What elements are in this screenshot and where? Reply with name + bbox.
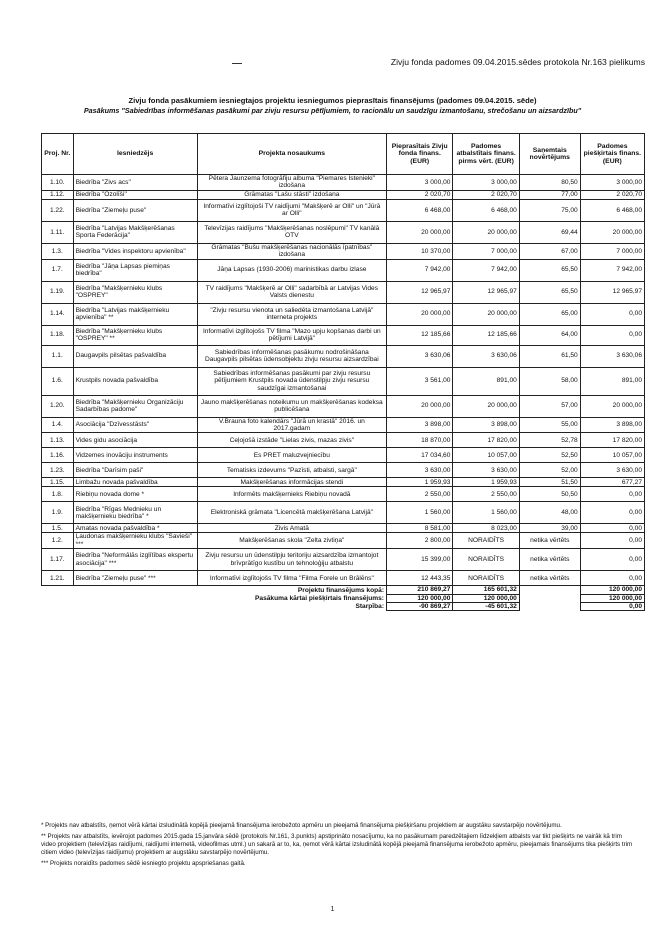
protocol-annex-note: Zivju fonda padomes 09.04.2015.sēdes protokola Nr.163 pielikums	[390, 57, 645, 67]
row-granted: 7 000,00	[580, 243, 644, 259]
row-requested: 2 550,00	[387, 487, 453, 502]
table-row	[42, 448, 645, 463]
row-applicant: Ļaudonas makšķernieku klubs "Savieši" ***	[73, 533, 197, 549]
row-granted: 2 020,70	[580, 190, 644, 199]
row-applicant: Vides gidu asociācija	[73, 433, 197, 448]
row-pre: NORAIDĪTS	[453, 533, 519, 549]
sum-granted: 120 000,00	[580, 586, 644, 594]
row-score: 57,00	[519, 395, 580, 417]
footnote-2: ** Projekts nav atbalstīts, ievērojot padomes 2015.gada 15.janvāra sēdē (protokols Nr.161, 3.punkts) apstiprināto nosacījumu, ka no pasākumam paredzētajiem līdzekļiem atbalsts var tikt piešķirts ne vairāk kā trim video projektiem (televīzijas raidījumi, raidījumi internetā, videofilmas utml.) un sakarā ar to, ka, ņemot vērā kārtai izsludinātā kopējā pieejamā finansējuma ierobežoto apmēru, pieejamais finansējums tika piešķirts trim citiem video (televīzijas raidījumu) projektiem ar augstāku savstarpējo novērtējumu.	[41, 833, 633, 856]
row-applicant: Biedrība "Latvijas makšķernieku apvienība" **	[73, 303, 197, 325]
row-granted: 20 000,00	[580, 221, 644, 243]
row-project: Informatīvi izglītojošs TV filma "Filma Forele un Brālēns"	[197, 571, 386, 586]
row-requested: 20 000,00	[387, 303, 453, 325]
footnotes	[41, 822, 636, 871]
row-requested: 2 020,70	[387, 190, 453, 199]
row-nr: 1.15.	[42, 478, 74, 487]
row-requested: 7 942,00	[387, 259, 453, 281]
row-applicant: Vidzemes inovāciju instruments	[73, 448, 197, 463]
col-header-requested: Pieprasītais Zivju fonda finans. (EUR)	[387, 134, 453, 175]
row-applicant: Biedrība "Darīsim paši"	[73, 463, 197, 478]
row-applicant: Biedrība "Zivs acs"	[73, 175, 197, 191]
row-project: Grāmatas "Lašu stāsti" izdošana	[197, 190, 386, 199]
row-project: Zivju resursu un ūdenstilpju teritoriju aizsardzība izmantojot brīvprātīgo kustību un tehnoloģiju atbalstu	[197, 549, 386, 571]
row-requested: 2 800,00	[387, 533, 453, 549]
row-nr: 1.23.	[42, 463, 74, 478]
row-project: Jāņa Lapsas (1930-2006) marinistikas darbu izlase	[197, 259, 386, 281]
row-score: 80,50	[519, 175, 580, 191]
row-nr: 1.2.	[42, 533, 74, 549]
table-row	[42, 303, 645, 325]
row-granted: 6 468,00	[580, 199, 644, 221]
avail-requested: 120 000,00	[387, 594, 453, 602]
row-nr: 1.11.	[42, 221, 74, 243]
col-header-project: Projekta nosaukums	[197, 134, 386, 175]
avail-pre: 120 000,00	[453, 594, 519, 602]
row-nr: 1.18.	[42, 325, 74, 345]
row-applicant: Amatas novada pašvaldība *	[73, 524, 197, 533]
row-granted: 0,00	[580, 487, 644, 502]
row-applicant: Biedrība "Ozolīši"	[73, 190, 197, 199]
totals-row-difference	[42, 603, 645, 611]
row-requested: 18 870,00	[387, 433, 453, 448]
row-pre: 3 898,00	[453, 417, 519, 433]
row-granted: 0,00	[580, 502, 644, 524]
table-row	[42, 478, 645, 487]
measure-subtitle: Pasākums "Sabiedrības informēšanas pasākumi par zivju resursu pētījumiem, to racionālu un saudzīgu izmantošanu, strečošanu un aizsardzību"	[83, 106, 582, 115]
row-score: 65,00	[519, 303, 580, 325]
totals-row-sum	[42, 586, 645, 594]
row-pre: 2 550,00	[453, 487, 519, 502]
diff-granted: 0,00	[580, 603, 644, 611]
row-score: netika vērtēts	[519, 533, 580, 549]
row-pre: 20 000,00	[453, 303, 519, 325]
row-pre: 12 965,97	[453, 281, 519, 303]
row-granted: 12 965,97	[580, 281, 644, 303]
row-pre: NORAIDĪTS	[453, 571, 519, 586]
row-applicant: Limbažu novada pašvaldība	[73, 478, 197, 487]
row-requested: 12 185,66	[387, 325, 453, 345]
table-row	[42, 221, 645, 243]
row-project: V.Brauna foto kalendārs "Jūrā un krastā" 2016. un 2017.gadam	[197, 417, 386, 433]
row-nr: 1.10.	[42, 175, 74, 191]
row-pre: 20 000,00	[453, 221, 519, 243]
col-header-granted: Padomes piešķirtais finans. (EUR)	[580, 134, 644, 175]
row-pre: 3 000,00	[453, 175, 519, 191]
row-score: 67,00	[519, 243, 580, 259]
row-nr: 1.16.	[42, 448, 74, 463]
row-score: 50,50	[519, 487, 580, 502]
row-nr: 1.1.	[42, 345, 74, 367]
table-row	[42, 463, 645, 478]
row-score: 55,00	[519, 417, 580, 433]
row-requested: 12 443,35	[387, 571, 453, 586]
row-score: netika vērtēts	[519, 571, 580, 586]
row-requested: 3 000,00	[387, 175, 453, 191]
row-project: Makšķerēšanas skola "Zelta zivtiņa"	[197, 533, 386, 549]
row-project: Tematisks izdevums "Pazīsti, atbalsti, sargā"	[197, 463, 386, 478]
table-row	[42, 433, 645, 448]
row-applicant: Biedrība "Jāņa Lapsas piemiņas biedrība"	[73, 259, 197, 281]
row-applicant: Biedrība "Rīgas Mednieku un makšķernieku biedrība" *	[73, 502, 197, 524]
table-row	[42, 281, 645, 303]
avail-granted: 120 000,00	[580, 594, 644, 602]
row-pre: 7 000,00	[453, 243, 519, 259]
sum-requested: 210 869,27	[387, 586, 453, 594]
row-applicant: Biedrība "Neformālās izglītības ekspertu asociācija" ***	[73, 549, 197, 571]
row-pre: 7 942,00	[453, 259, 519, 281]
row-score: 48,00	[519, 502, 580, 524]
row-requested: 1 959,93	[387, 478, 453, 487]
row-nr: 1.9.	[42, 502, 74, 524]
row-pre: 12 185,66	[453, 325, 519, 345]
row-nr: 1.20.	[42, 395, 74, 417]
row-requested: 3 561,00	[387, 367, 453, 395]
row-pre: 20 000,00	[453, 395, 519, 417]
row-granted: 0,00	[580, 549, 644, 571]
row-nr: 1.13.	[42, 433, 74, 448]
row-pre: 10 057,00	[453, 448, 519, 463]
row-granted: 3 630,06	[580, 345, 644, 367]
row-applicant: Daugavpils pilsētas pašvaldība	[73, 345, 197, 367]
row-score: 61,50	[519, 345, 580, 367]
table-row	[42, 524, 645, 533]
row-nr: 1.22.	[42, 199, 74, 221]
row-score: 52,00	[519, 463, 580, 478]
row-applicant: Biedrība "Makšķernieku klubs "OSPREY" **	[73, 325, 197, 345]
row-pre: 1 959,93	[453, 478, 519, 487]
row-project: Pētera Jaunzema fotogrāfiju albuma "Piemares Istenieki" izdošana	[197, 175, 386, 191]
row-requested: 6 468,00	[387, 199, 453, 221]
row-granted: 3 630,00	[580, 463, 644, 478]
row-pre: 3 630,06	[453, 345, 519, 367]
row-applicant: Biedrība "Ziemeļu puse" ***	[73, 571, 197, 586]
row-pre: 17 820,00	[453, 433, 519, 448]
row-project: Sabiedrības informēšanas pasākumi par zivju resursu pētījumiem Krustpils novada ūdenstilpju zivju resursu saudzīgai izmantošanai	[197, 367, 386, 395]
row-applicant: Biedrība "Ziemeļu puse"	[73, 199, 197, 221]
row-score: 52,50	[519, 448, 580, 463]
row-pre: 6 468,00	[453, 199, 519, 221]
row-nr: 1.5.	[42, 524, 74, 533]
row-granted: 891,00	[580, 367, 644, 395]
row-project: Elektroniskā grāmata "Licencētā makšķerēšana Latvijā"	[197, 502, 386, 524]
row-nr: 1.14.	[42, 303, 74, 325]
row-nr: 1.7.	[42, 259, 74, 281]
sum-label: Projektu finansējums kopā:	[297, 586, 385, 594]
footnote-1: * Projekts nav atbalstīts, ņemot vērā kārtai izsludinātā kopējā pieejamā finansējuma ierobežoto apmēru un pieejamā finansējuma piešķiršanu projektiem ar augstāku savstarpējo novērtējumu.	[41, 822, 562, 829]
row-granted: 0,00	[580, 303, 644, 325]
row-requested: 1 560,00	[387, 502, 453, 524]
footnote-3: *** Projekts noraidīts padomes sēdē iesniegto projektu apspriešanas gaitā.	[41, 860, 246, 867]
row-requested: 3 898,00	[387, 417, 453, 433]
row-score: 69,44	[519, 221, 580, 243]
row-project: "Zivju resursu vienota un saliedēta izmantošana Latvijā" interneta projekts	[197, 303, 386, 325]
row-applicant: Krustpils novada pašvaldība	[73, 367, 197, 395]
row-project: Sabiedrības informēšanas pasākumu nodrošināšana Daugavpils pilsētas ūdensobjektu zivju resursu aizsardzībai	[197, 345, 386, 367]
row-requested: 20 000,00	[387, 395, 453, 417]
row-granted: 0,00	[580, 325, 644, 345]
col-header-nr: Proj. Nr.	[42, 134, 74, 175]
table-row	[42, 549, 645, 571]
row-applicant: Biedrība "Makšķernieku klubs "OSPREY"	[73, 281, 197, 303]
row-applicant: Asociācija "Dzīvesstāsts"	[73, 417, 197, 433]
row-pre: 891,00	[453, 367, 519, 395]
row-requested: 15 399,00	[387, 549, 453, 571]
row-score: netika vērtēts	[519, 549, 580, 571]
table-row	[42, 533, 645, 549]
row-granted: 3 898,00	[580, 417, 644, 433]
table-row	[42, 325, 645, 345]
row-nr: 1.17.	[42, 549, 74, 571]
document-title: Zivju fonda pasākumiem iesniegtajos projektu iesniegumos pieprasītais finansējums (padomes 09.04.2015. sēde)	[128, 96, 537, 105]
row-requested: 10 370,00	[387, 243, 453, 259]
diff-label: Starpība:	[355, 603, 385, 611]
row-granted: 7 942,00	[580, 259, 644, 281]
row-pre: NORAIDĪTS	[453, 549, 519, 571]
table-row	[42, 487, 645, 502]
funding-table	[41, 133, 645, 611]
row-granted: 0,00	[580, 571, 644, 586]
table-row	[42, 199, 645, 221]
row-project: TV raidījums "Makšķerē ar Olli" sadarbībā ar Latvijas Vides Valsts dienestu	[197, 281, 386, 303]
table-body	[42, 175, 645, 586]
row-project: Makšķerēšanas informācijas stendi	[197, 478, 386, 487]
row-nr: 1.12.	[42, 190, 74, 199]
table-row	[42, 175, 645, 191]
row-applicant: Biedrība "Makšķernieku Organizāciju Sadarbības padome"	[73, 395, 197, 417]
table-row	[42, 395, 645, 417]
page-number: 1	[330, 906, 335, 913]
table-row	[42, 367, 645, 395]
row-score: 65,50	[519, 281, 580, 303]
row-requested: 3 630,06	[387, 345, 453, 367]
row-project: Grāmatas "Bušu makšķerēšanas nacionālās īpatnības" izdošana	[197, 243, 386, 259]
totals-row-available	[42, 594, 645, 602]
table-row	[42, 190, 645, 199]
row-pre: 1 560,00	[453, 502, 519, 524]
row-pre: 8 023,00	[453, 524, 519, 533]
row-project: Televīzijas raidījums "Makšķerēšanas noslēpumi" TV kanālā OTV	[197, 221, 386, 243]
col-header-score: Saņemtais novērtējums	[519, 134, 580, 175]
row-project: Ceļojošā izstāde "Lielas zivis, mazas zivis"	[197, 433, 386, 448]
row-granted: 20 000,00	[580, 395, 644, 417]
row-project: Informatīvi izglītojošs TV filma "Mazo upju kopšanas darbi un pētījumi Latvijā"	[197, 325, 386, 345]
table-row	[42, 571, 645, 586]
row-granted: 17 820,00	[580, 433, 644, 448]
row-requested: 3 630,00	[387, 463, 453, 478]
row-requested: 20 000,00	[387, 221, 453, 243]
col-header-pre: Padomes atbalstītais finans. pirms vērt. (EUR)	[453, 134, 519, 175]
row-applicant: Biedrība "Vides inspektoru apvienība"	[73, 243, 197, 259]
row-project: Informēts makšķernieks Riebiņu novadā	[197, 487, 386, 502]
row-nr: 1.4.	[42, 417, 74, 433]
table-row	[42, 243, 645, 259]
row-nr: 1.19.	[42, 281, 74, 303]
row-applicant: Biedrība "Latvijas Makšķerēšanas Sporta Federācija"	[73, 221, 197, 243]
row-project: Es PRET maluzvejniecību	[197, 448, 386, 463]
row-granted: 10 057,00	[580, 448, 644, 463]
row-requested: 8 581,00	[387, 524, 453, 533]
diff-pre: -45 601,32	[453, 603, 519, 611]
row-score: 64,00	[519, 325, 580, 345]
row-nr: 1.6.	[42, 367, 74, 395]
row-project: Zivis Amatā	[197, 524, 386, 533]
row-granted: 0,00	[580, 533, 644, 549]
row-granted: 677,27	[580, 478, 644, 487]
header-dash	[232, 63, 242, 64]
row-granted: 0,00	[580, 524, 644, 533]
sum-pre: 165 601,32	[453, 586, 519, 594]
row-nr: 1.21.	[42, 571, 74, 586]
col-header-applicant: Iesniedzējs	[73, 134, 197, 175]
table-row	[42, 502, 645, 524]
row-score: 75,00	[519, 199, 580, 221]
avail-label: Pasākuma kārtai piešķirtais finansējums:	[255, 594, 385, 602]
table-row	[42, 259, 645, 281]
diff-requested: -90 869,27	[387, 603, 453, 611]
row-score: 65,50	[519, 259, 580, 281]
table-header-row	[42, 134, 645, 175]
row-requested: 12 965,97	[387, 281, 453, 303]
table-row	[42, 345, 645, 367]
row-nr: 1.3.	[42, 243, 74, 259]
row-score: 77,00	[519, 190, 580, 199]
row-score: 39,00	[519, 524, 580, 533]
row-score: 52,78	[519, 433, 580, 448]
table-row	[42, 417, 645, 433]
row-score: 51,50	[519, 478, 580, 487]
row-granted: 3 000,00	[580, 175, 644, 191]
row-project: Jauno makšķerēšanas noteikumu un makšķerēšanas kodeksa publicēšana	[197, 395, 386, 417]
row-pre: 3 630,00	[453, 463, 519, 478]
row-pre: 2 020,70	[453, 190, 519, 199]
row-applicant: Riebiņu novada dome *	[73, 487, 197, 502]
row-requested: 17 034,60	[387, 448, 453, 463]
row-score: 58,00	[519, 367, 580, 395]
row-project: Informatīvi izglītojoši TV raidījumi "Makšķerē ar Olli" un "Jūrā ar Olli"	[197, 199, 386, 221]
row-nr: 1.8.	[42, 487, 74, 502]
